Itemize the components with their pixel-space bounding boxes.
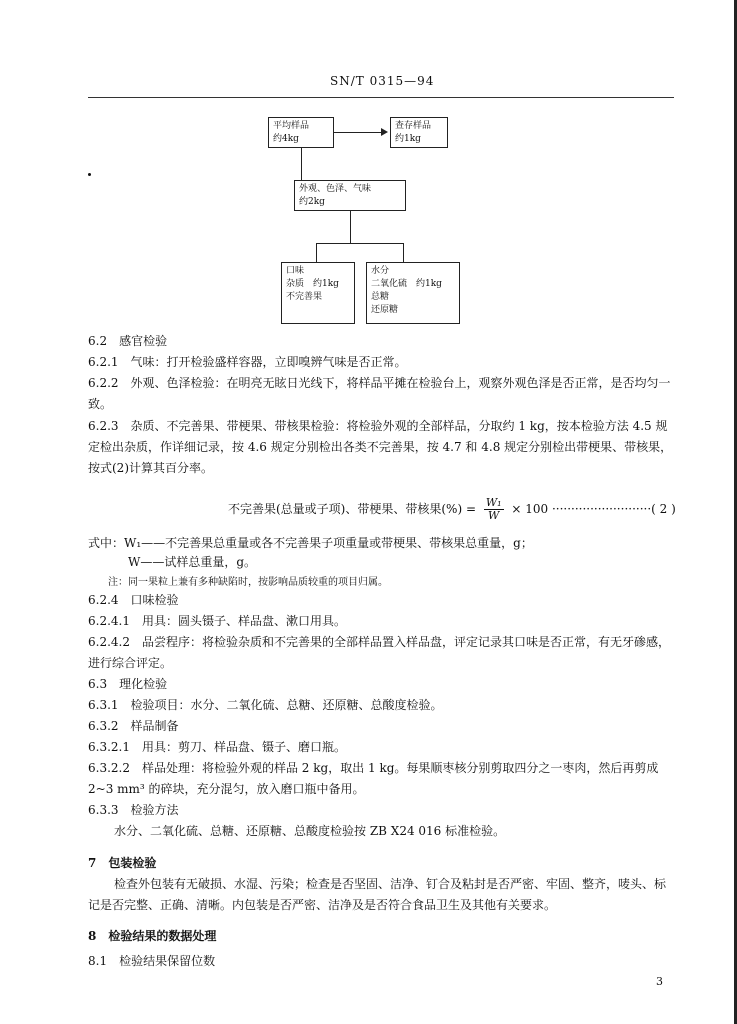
chem-line3: 总糖: [371, 292, 390, 302]
section-6-2-1: 6.2.1 气味：打开检验盛样容器，立即嗅辨气味是否正常。: [88, 355, 407, 369]
taste-line1: 口味: [286, 266, 305, 276]
formula-fraction: [484, 497, 504, 522]
section-6-3-2-1: 6.3.2.1 用具：剪刀、样品盘、镊子、磨口瓶。: [88, 740, 346, 754]
chem-line1: 水分: [371, 266, 390, 276]
formula-lhs: 不完善果(总量或子项)、带梗果、带核果(%) =: [228, 502, 476, 516]
section-6-2-4: 6.2.4 口味检验: [88, 593, 179, 607]
formula-rhs: × 100 ··························( 2 ): [511, 502, 676, 516]
connector-v1: [301, 148, 302, 180]
appearance-line1: 外观、色泽、气味: [299, 184, 372, 194]
formula-denominator: W: [488, 509, 500, 522]
avg-sample-line2: 约4kg: [273, 134, 299, 144]
section-8-heading: 8 检验结果的数据处理: [88, 929, 217, 943]
section-6-3-3-text: 水分、二氧化硫、总糖、还原糖、总酸度检验按 ZB X24 016 标准检验。: [114, 824, 506, 838]
section-6-3: 6.3 理化检验: [88, 677, 168, 691]
header-rule: [88, 97, 674, 98]
page-header: SN/T 0315—94: [330, 74, 435, 88]
chem-line4: 还原糖: [371, 305, 399, 315]
appearance-line2: 约2kg: [299, 197, 325, 207]
avg-sample-box: [268, 117, 334, 148]
taste-line2: 杂质 约1kg: [286, 279, 339, 289]
taste-line3: 不完善果: [286, 292, 323, 302]
connector-right: [403, 243, 404, 262]
arrow-head-icon: [381, 128, 388, 136]
section-6-3-3: 6.3.3 检验方法: [88, 803, 179, 817]
section-6-2-4-1: 6.2.4.1 用具：圆头镊子、样品盘、漱口用具。: [88, 614, 346, 628]
avg-sample-line1: 平均样品: [273, 121, 310, 131]
section-6-3-2: 6.3.2 样品制备: [88, 719, 179, 733]
formula-where-2: W——试样总重量，g。: [128, 555, 257, 569]
taste-box: [281, 262, 355, 324]
connector-left: [316, 243, 317, 262]
section-8-1: 8.1 检验结果保留位数: [88, 954, 216, 968]
section-6-2-2: 6.2.2 外观、色泽检验：在明亮无眩日光线下，将样品平摊在检验台上，观察外观色泽是否正常，是否均匀一致。: [88, 376, 671, 411]
page-number: 3: [656, 975, 663, 988]
formula-where-1: 式中：W₁——不完善果总重量或各不完善果子项重量或带梗果、带核果总重量，g；: [88, 536, 533, 550]
section-7-heading: 7 包装检验: [88, 856, 157, 870]
chem-line2: 二氧化硫 约1kg: [371, 279, 442, 289]
section-7-text: 检查外包装有无破损、水湿、污染；检查是否坚固、洁净、钉合及粘封是否严密、牢固、整齐，唛头、标记是否完整、正确、清晰。内包装是否严密、洁净及是否符合食品卫生及其他有关要求。: [88, 877, 667, 912]
formula-2: [228, 497, 676, 522]
keep-sample-line1: 查存样品: [395, 121, 432, 131]
keep-sample-box: [390, 117, 448, 148]
section-6-3-2-2: 6.3.2.2 样品处理：将检验外观的样品 2 kg，取出 1 kg。每果顺枣核分别剪取四分之一枣肉，然后再剪成 2~3 mm³ 的碎块，充分混匀，放入磨口瓶中备用。: [88, 761, 659, 796]
section-6-2-4-2: 6.2.4.2 品尝程序：将检验杂质和不完善果的全部样品置入样品盘，评定记录其口味是否正常，有无牙碜感，进行综合评定。: [88, 635, 670, 670]
appearance-box: [294, 180, 406, 211]
section-6-2-3: 6.2.3 杂质、不完善果、带梗果、带核果检验：将检验外观的全部样品，分取约 1 kg，按本检验方法 4.5 规定检出杂质，作详细记录，按 4.6 规定分别检出各类不完善果，按 4.7 和 4.8 规定分别检出带梗果、带核果，按式(2)计算其百分率。: [88, 419, 673, 475]
connector-v2: [350, 211, 351, 243]
chem-box: [366, 262, 460, 324]
section-6-2: 6.2 感官检验: [88, 334, 168, 348]
stray-dot: [88, 173, 91, 176]
arrow-shaft: [334, 132, 382, 133]
section-6-3-1: 6.3.1 检验项目：水分、二氧化硫、总糖、还原糖、总酸度检验。: [88, 698, 443, 712]
connector-h: [316, 243, 404, 244]
note: 注：同一果粒上兼有多种缺陷时，按影响品质较重的项目归属。: [108, 577, 388, 588]
formula-numerator: W₁: [485, 496, 502, 509]
keep-sample-line2: 约1kg: [395, 134, 421, 144]
